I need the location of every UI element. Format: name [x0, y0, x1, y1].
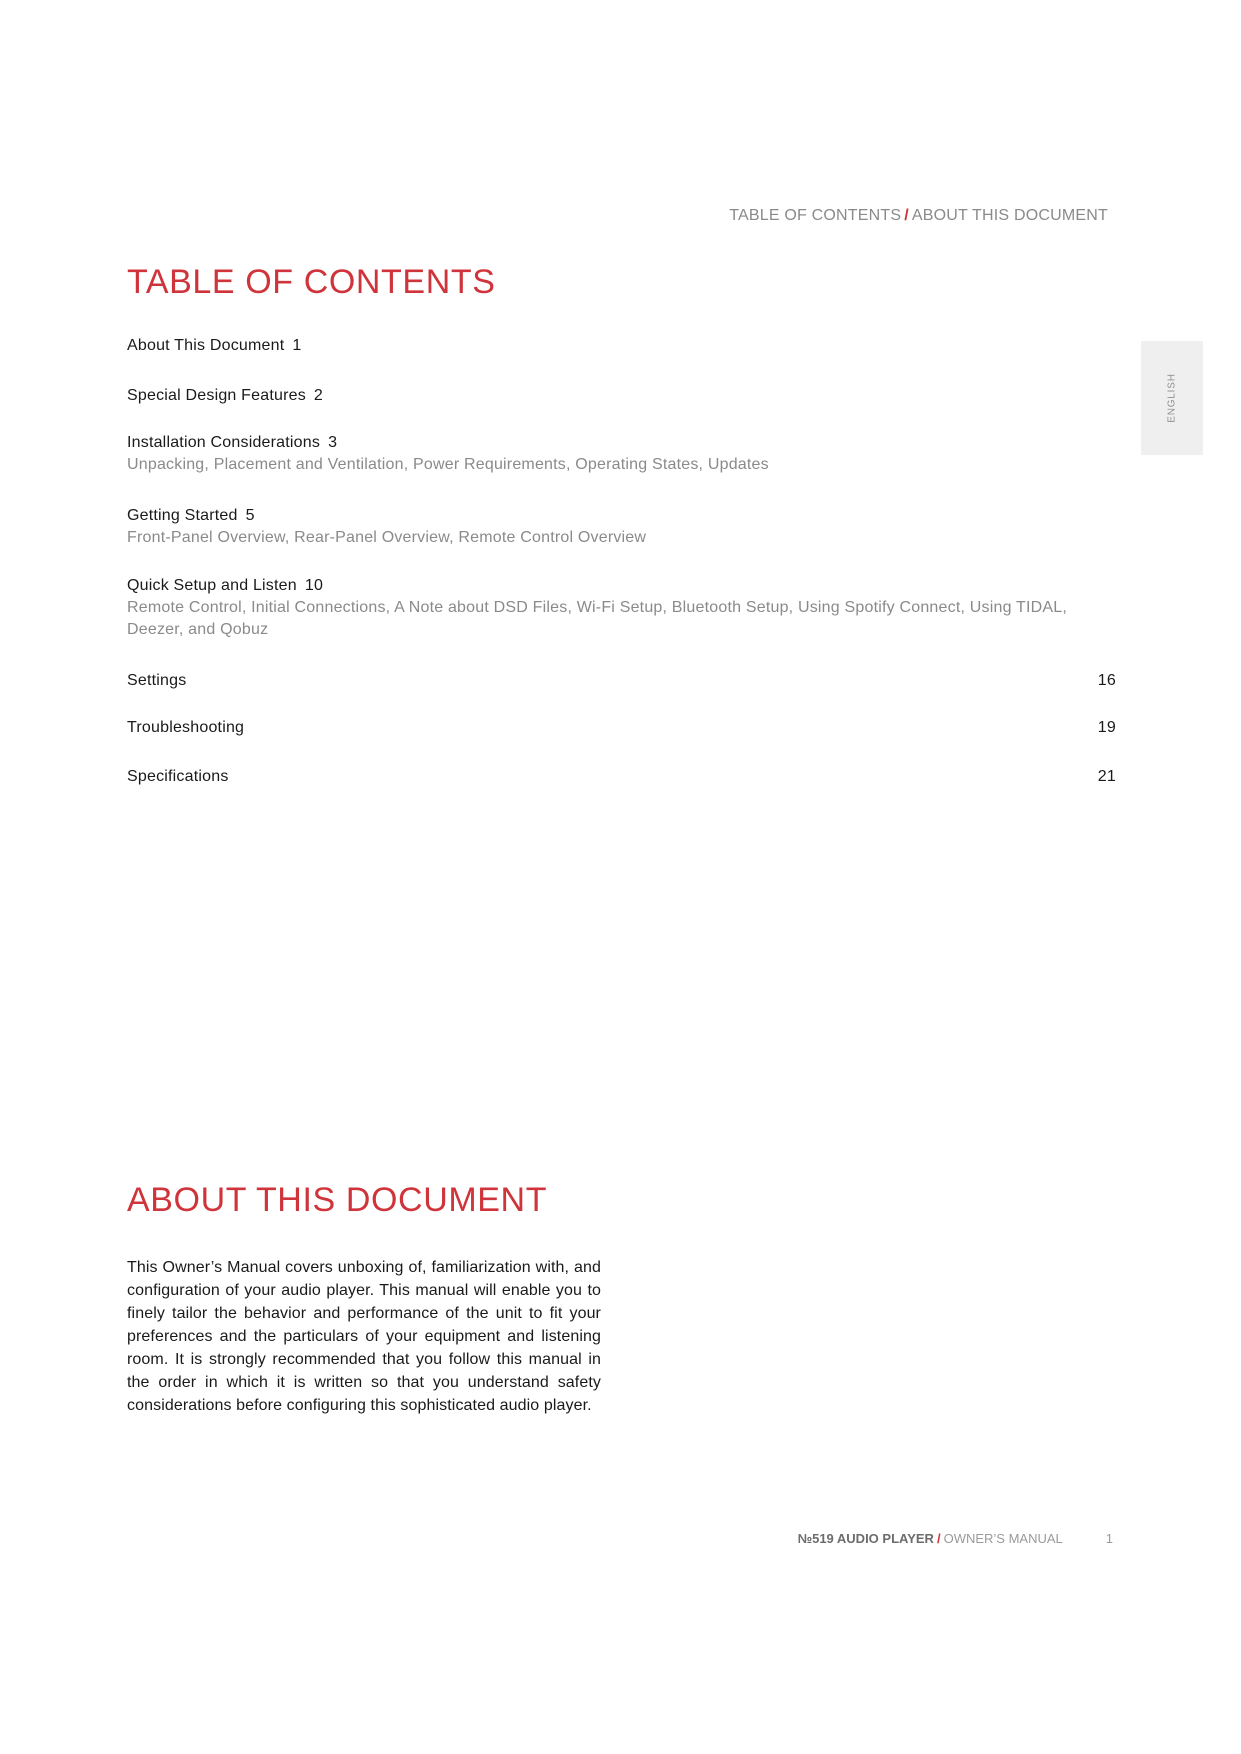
toc-entry-title: Special Design Features [127, 387, 306, 404]
toc-entry-troubleshooting[interactable] [127, 717, 1116, 739]
toc-entry-subtopics: Front-Panel Overview, Rear-Panel Overview, Remote Control Overview [127, 529, 647, 546]
language-tab [1141, 341, 1203, 455]
toc-entry-title: About This Document [127, 337, 285, 354]
toc-entry-page: 19 [1097, 719, 1116, 736]
toc-entry-line [127, 717, 1116, 739]
toc-entry-settings[interactable] [127, 670, 1116, 692]
toc-entry-design-features[interactable] [127, 385, 1116, 407]
toc-entry-subtopics: Unpacking, Placement and Ventilation, Power Requirements, Operating States, Updates [127, 456, 769, 473]
toc-entry-page: 2 [313, 387, 324, 404]
header-section-about: ABOUT THIS DOCUMENT [911, 207, 1108, 224]
header-section-toc: TABLE OF CONTENTS [729, 207, 902, 224]
toc-entry-line [127, 385, 1116, 407]
toc-entry-line [127, 432, 1116, 454]
toc-entry-subtopics-line2: Deezer, and Qobuz [127, 621, 269, 638]
footer-separator: / [936, 1531, 941, 1546]
toc-entry-installation[interactable] [127, 432, 1116, 476]
toc-entry-title: Installation Considerations [127, 434, 321, 451]
footer-product-name: №519 AUDIO PLAYER [797, 1531, 934, 1546]
header-separator: / [904, 207, 909, 224]
toc-entry-line [127, 670, 1116, 692]
running-footer [798, 1531, 1113, 1546]
running-header [729, 207, 1108, 225]
toc-entry-line [127, 505, 1116, 527]
toc-entry-page: 21 [1097, 768, 1116, 785]
toc-entry-quick-setup[interactable] [127, 575, 1116, 641]
toc-entry-line [127, 766, 1116, 788]
toc-entry-page: 3 [328, 434, 338, 451]
toc-entry-about[interactable] [127, 335, 1116, 357]
toc-entry-specifications[interactable] [127, 766, 1116, 788]
about-heading: ABOUT THIS DOCUMENT [127, 1181, 548, 1219]
toc-entry-line [127, 575, 1116, 597]
toc-entry-page: 5 [245, 507, 255, 524]
toc-entry-page: 1 [292, 337, 302, 354]
toc-entry-title: Specifications [127, 768, 229, 785]
toc-entry-title: Getting Started [127, 507, 238, 524]
toc-entry-title: Settings [127, 672, 187, 689]
about-body-text: This Owner’s Manual covers unboxing of, familiarization with, and configuration of your audio player. This manual will enable you to finely tailor the behavior and performance of the unit to fit your preferences and the particulars of your equipment and listening room. It is strongly recommended that you follow this manual in the order in which it is written so that you understand safety considerations before configuring this sophisticated audio player. [127, 1259, 601, 1414]
toc-entry-getting-started[interactable] [127, 505, 1116, 549]
toc-entry-page: 16 [1097, 672, 1116, 689]
language-tab-label: ENGLISH [1166, 373, 1178, 423]
toc-entry-title: Quick Setup and Listen [127, 577, 297, 594]
toc-heading: TABLE OF CONTENTS [127, 263, 496, 301]
toc-entry-page: 10 [304, 577, 324, 594]
toc-entry-line [127, 335, 1116, 357]
toc-entry-subtopics-line1: Remote Control, Initial Connections, A Note about DSD Files, Wi-Fi Setup, Bluetooth Setup, Using Spotify Connect, Using TIDAL, [127, 599, 1068, 616]
toc-entry-title: Troubleshooting [127, 719, 245, 736]
footer-page-number: 1 [1105, 1531, 1113, 1546]
footer-manual-label: OWNER’S MANUAL [943, 1531, 1063, 1546]
